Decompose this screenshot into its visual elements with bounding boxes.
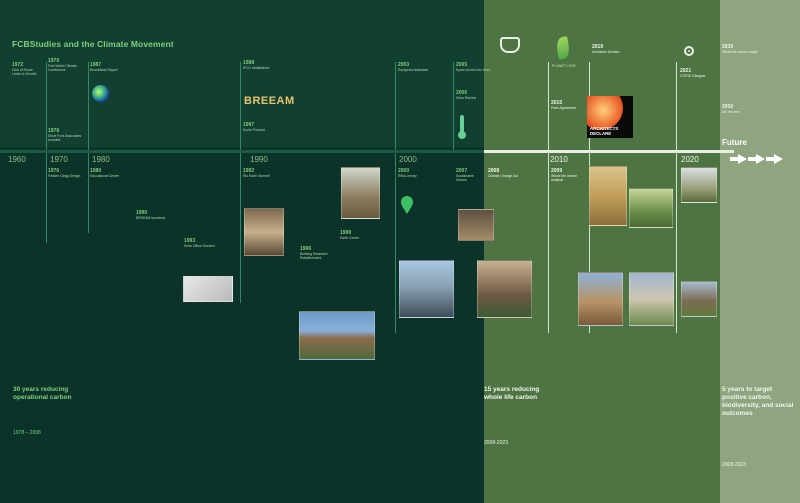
timeline-event: 1988 IPCC established [243, 60, 270, 70]
phase-date-range: 2008-2023 [722, 462, 746, 468]
connector-line [46, 153, 47, 243]
building-photo [629, 188, 673, 228]
declare-line2: DECLARE [590, 131, 612, 136]
timeline-event: 2000 RIBA Jersey [398, 168, 417, 178]
breeam-logo: BREEAM [244, 95, 295, 107]
timeline-event: 2007 Sustainable Homes [456, 168, 474, 183]
connector-line [395, 153, 396, 333]
timeline-event: 2021 COP26 Glasgow [680, 68, 706, 78]
timeline-event: 2005 Kyoto comes into force [456, 62, 491, 72]
decade-label: 2000 [399, 155, 417, 164]
target-icon [684, 46, 694, 56]
timeline-event: 1979 First World Climate Conference [48, 58, 77, 73]
upper-panel [0, 0, 484, 147]
phase-band-future [720, 0, 800, 503]
timeline-event: 2030 Whole life carbon target [722, 44, 758, 54]
connector-line [88, 62, 89, 150]
timeline-event: 2009 Whole life carbon analysis [551, 168, 578, 183]
timeline-event: 2006 Stern Review [456, 90, 477, 100]
connector-line [88, 153, 89, 233]
arrow-icon [738, 154, 747, 164]
timeline-event: 2050 UK net zero [722, 104, 740, 114]
timeline-event: 1996 Building Research Establishment [300, 246, 328, 261]
timeline-event: 1987 Brundtland Report [90, 62, 118, 72]
building-photo [244, 208, 284, 256]
connector-line [240, 153, 241, 303]
decade-label: 1990 [250, 155, 268, 164]
building-photo [629, 272, 674, 326]
earth-globe-icon [92, 85, 109, 102]
connector-line [676, 62, 677, 150]
award-rosette-icon [401, 196, 413, 208]
building-photo [578, 272, 623, 326]
architects-declare-logo [587, 96, 633, 138]
declare-line1: ARCHITECTS [590, 126, 619, 131]
thermometer-icon [460, 115, 464, 134]
connector-line [548, 62, 549, 150]
timeline-event: 1976 Fielden Clegg Design [48, 168, 81, 178]
building-photo [589, 166, 627, 226]
connector-line [395, 62, 396, 150]
connector-line [240, 62, 241, 150]
building-photo [681, 281, 717, 317]
phase-label: 30 years reducing operational carbon [13, 386, 72, 401]
timeline-event: 1993 Solar Office Duxford [184, 238, 215, 248]
sun-graphic [587, 96, 623, 130]
phase-date-range: 1978 – 2008 [13, 430, 41, 436]
future-arrow-bar [730, 157, 738, 161]
arrow-icon [774, 154, 783, 164]
phase-label: 15 years reducing whole life carbon [484, 386, 540, 401]
decade-label: 1970 [50, 155, 68, 164]
timeline-event: 2008 Climate Change Act [488, 168, 518, 178]
decade-label: 2020 [681, 155, 699, 164]
building-photo [399, 260, 454, 318]
arrow-icon [756, 154, 765, 164]
timeline-axis-future [484, 150, 734, 153]
connector-line [548, 153, 549, 333]
timeline-event: 2015 Paris Agreement [551, 100, 577, 110]
timeline-event: 1978 Short Ford Associates founded [48, 128, 82, 143]
cup-icon [500, 37, 520, 53]
leaf-logo-label: PLANET LOVE [552, 64, 576, 68]
future-arrow-bar [766, 157, 774, 161]
building-photo [299, 311, 375, 360]
connector-line [676, 153, 677, 333]
timeline-event: 1997 Kyoto Protocol [243, 122, 266, 132]
building-photo [341, 167, 380, 219]
decade-label: 1960 [8, 155, 26, 164]
building-photo [681, 167, 717, 203]
timeline-event: 2003 European heatwave [398, 62, 429, 72]
timeline-event: 2019 Architects Declare [592, 44, 620, 54]
future-arrow-bar [748, 157, 756, 161]
building-photo [458, 209, 494, 241]
connector-line [453, 62, 454, 150]
timeline-event: 1999 Earth Centre [340, 230, 360, 240]
decade-label: 1980 [92, 155, 110, 164]
timeline-event: 1992 Rio Earth Summit [243, 168, 270, 178]
building-photo [183, 276, 233, 302]
page-title: FCBStudies and the Climate Movement [12, 39, 174, 49]
timeline-event: 1980 Educational Centre [90, 168, 119, 178]
decade-label: 2010 [550, 155, 568, 164]
connector-line [46, 62, 47, 150]
future-label: Future [722, 138, 747, 147]
building-photo [477, 260, 532, 318]
timeline-event: 1990 BREEAM launched [136, 210, 166, 220]
phase-date-range: 2008-2023 [484, 440, 508, 446]
phase-label: 5 years to target positive carbon, biodiversity, and social outcomes [722, 386, 794, 417]
timeline-event: 1972 Club of Rome Limits to Growth [12, 62, 37, 77]
